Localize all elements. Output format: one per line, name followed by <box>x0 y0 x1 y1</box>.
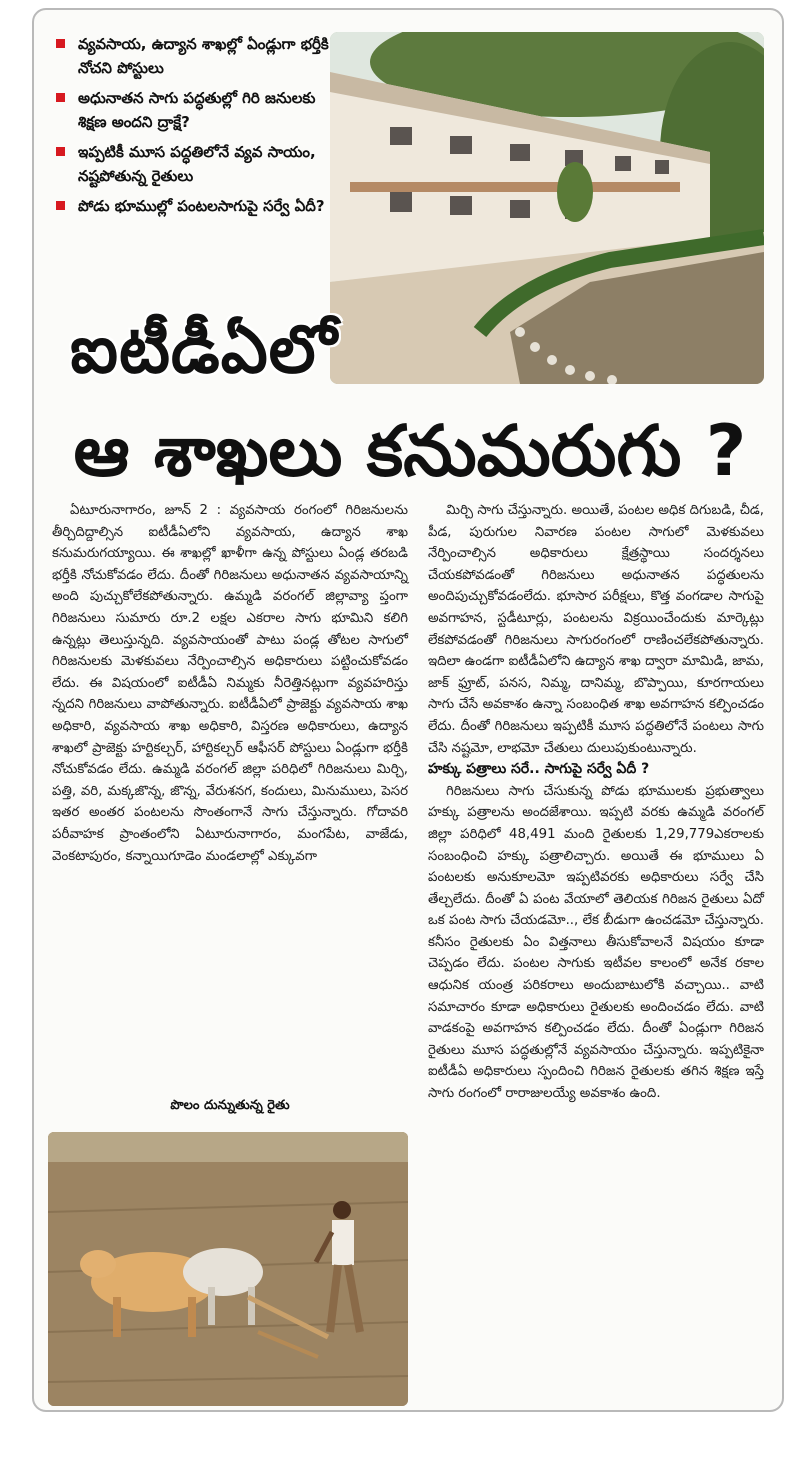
highlight-item: అధునాతన సాగు పద్ధతుల్లో గిరి జనులకు శిక్షణ అందని ద్రాక్షే? <box>56 86 346 134</box>
article-paragraph: ఏటూరునాగారం, జూన్ 2 : వ్యవసాయ రంగంలో గిరిజనులను తీర్చిదిద్దాల్సిన ఐటీడీఏలోని వ్యవసాయ, ఉద్యాన శాఖ కనుమరుగయ్యాయి. ఈ శాఖల్లో ఖాళీగా ఉన్న పోస్టులు ఏండ్ల తరబడి భర్తీకి నోచుకోవడం లేదు. దీంతో గిరిజనులు అధునాతన వ్యవసాయాన్ని అంది పుచ్చుకోలేకపోతున్నారు. ఉమ్మడి వరంగల్ జిల్లావ్యా ప్తంగా గిరిజనులు సుమారు రూ.2 లక్షల ఎకరాల సాగు భూమిని కలిగి ఉన్నట్లు తెలుస్తున్నది. వ్యవసాయంతో పాటు పండ్ల తోటల సాగులో గిరిజనులకు మెళకువలు నేర్పించాల్సిన అధికారులు పట్టించుకోవడం లేదు. ఈ విషయంలో ఐటీడీఏ నిమ్మకు నీరెత్తినట్లుగా వ్యవహరిస్తు న్నదని గిరిజనులు వాపోతున్నారు. ఐటీడీఏలో ప్రాజెక్టు వ్యవసాయ శాఖ అధికారి, వ్యవసాయ శాఖ అధికారి, విస్తరణ అధికారులు, ఉద్యాన శాఖలో ప్రాజెక్టు హర్టికల్చర్, హార్టికల్చర్ ఆఫీసర్ పోస్టులు ఏండ్లుగా భర్తీకి నోచుకోవడం లేదు. ఉమ్మడి వరంగల్ జిల్లా పరిధిలో గిరిజనులు మిర్చి, పత్తి, వరి, మక్కజొన్న, జొన్న, వేరుశనగ, కందులు, మినుములు, పెసర ఇతర అంతర పంటలను సొంతంగానే సాగు చేస్తున్నారు. గోదావరి పరీవాహక ప్రాంతంలోని ఏటూరునాగారం, మంగపేట, వాజేడు, వెంకటాపురం, కన్నాయిగూడెం మండలాల్లో ఎక్కువగా <box>52 503 408 864</box>
red-square-bullet-icon <box>56 39 65 48</box>
highlight-item: ఇప్పటికీ మూస పద్ధతిలోనే వ్యవ సాయం, నష్టపోతున్న రైతులు <box>56 140 346 188</box>
headline-line-2: ఆ శాఖలు కనుమరుగు ? <box>73 410 747 492</box>
article-column-right <box>428 500 764 1105</box>
itda-building-photo <box>330 32 764 384</box>
photo-caption: పొలం దున్నుతున్న రైతు <box>170 1098 290 1113</box>
farmer-ploughing-photo <box>48 1132 408 1406</box>
highlight-item: పోడు భూముల్లో పంటలసాగుపై సర్వే ఏదీ? <box>56 194 346 218</box>
news-clipping <box>32 8 784 1412</box>
red-square-bullet-icon <box>56 147 65 156</box>
red-square-bullet-icon <box>56 201 65 210</box>
headline-line-1: ఐటీడీఏలో <box>70 311 338 388</box>
highlights-list <box>56 32 346 224</box>
red-square-bullet-icon <box>56 93 65 102</box>
article-paragraph: మిర్చి సాగు చేస్తున్నారు. అయితే, పంటల అధిక దిగుబడి, చీడ, పీడ, పురుగుల నివారణ పంటల సాగులో మెళకువలు నేర్పించాల్సిన అధికారులు క్షేత్రస్థాయి సందర్శనలు చేయకపోవడంతో గిరిజనులు అధునాతన పద్ధతులను అందిపుచ్చుకోవడంలేదు. భూసార పరీక్షలు, కొత్త వంగడాల సాగుపై అవగాహన, స్టడీటూర్లు, పంటలను విక్రయించేందుకు మార్కెట్లు లేకపోవడంతో గిరిజనులు సాగురంగంలో రాణించలేకపోతున్నారు. ఇదిలా ఉండగా ఐటీడీఏలోని ఉద్యాన శాఖ ద్వారా మామిడి, జామ, జాక్ ఫ్రూట్, పనస, నిమ్మ, దానిమ్మ, బొప్పాయి, కూరగాయలు సాగు చేసే అవకాశం ఉన్నా సంబంధిత శాఖ అవగాహన కల్పించడం లేదు. దీంతో గిరిజనులు ఇప్పటికీ మూస పద్ధతిలోనే పంటలు సాగు చేసి నష్టమో, లాభమో చేతులు దులుపుకుంటున్నారు. <box>428 503 764 756</box>
highlight-item: వ్యవసాయ, ఉద్యాన శాఖల్లో ఏండ్లుగా భర్తీకి నోచని పోస్టులు <box>56 32 346 80</box>
article-paragraph: గిరిజనులు సాగు చేసుకున్న పోడు భూములకు ప్రభుత్వాలు హక్కు పత్రాలను అందజేశాయి. ఇప్పటి వరకు ఉమ్మడి వరంగల్ జిల్లా పరిధిలో 48,491 మంది రైతులకు 1,29,779ఎకరాలకు సంబంధించి హక్కు పత్రాలిచ్చారు. అయితే ఈ భూములు ఏ పంటలకు అనుకూలమో ఇప్పటివరకు అధికారులు సర్వే చేసి తేల్చలేదు. దీంతో ఏ పంట వేయాలో తెలియక గిరిజన రైతులు ఏదో ఒక పంట సాగు చేయడమో.., లేక బీడుగా ఉంచడమో చేస్తున్నారు. కనీసం రైతులకు ఏం విత్తనాలు తీసుకోవాలనే విషయం కూడా చెప్పడం లేదు. పంటల సాగుకు ఇటీవల కాలంలో అనేక రకాల ఆధునిక యంత్ర పరికరాలు అందుబాటులోకి వచ్చాయి.. వాటి సమాచారం కూడా అధికారులు రైతులకు అందించడం లేదు. వాటి వాడకంపై అవగాహన కల్పించడం లేదు. దీంతో ఏండ్లుగా గిరిజన రైతులు మూస పద్ధతుల్లోనే వ్యవసాయం చేస్తున్నారు. ఇప్పటికైనా ఐటీడీఏ అధికారులు స్పందించి గిరిజన రైతులకు తగిన శిక్షణ ఇస్తే సాగు రంగంలో రారాజులయ్యే అవకాశం ఉంది. <box>428 783 764 1102</box>
article-subheading: హక్కు పత్రాలు సరే.. సాగుపై సర్వే ఏదీ ? <box>428 761 650 778</box>
article-column-left <box>52 500 408 867</box>
